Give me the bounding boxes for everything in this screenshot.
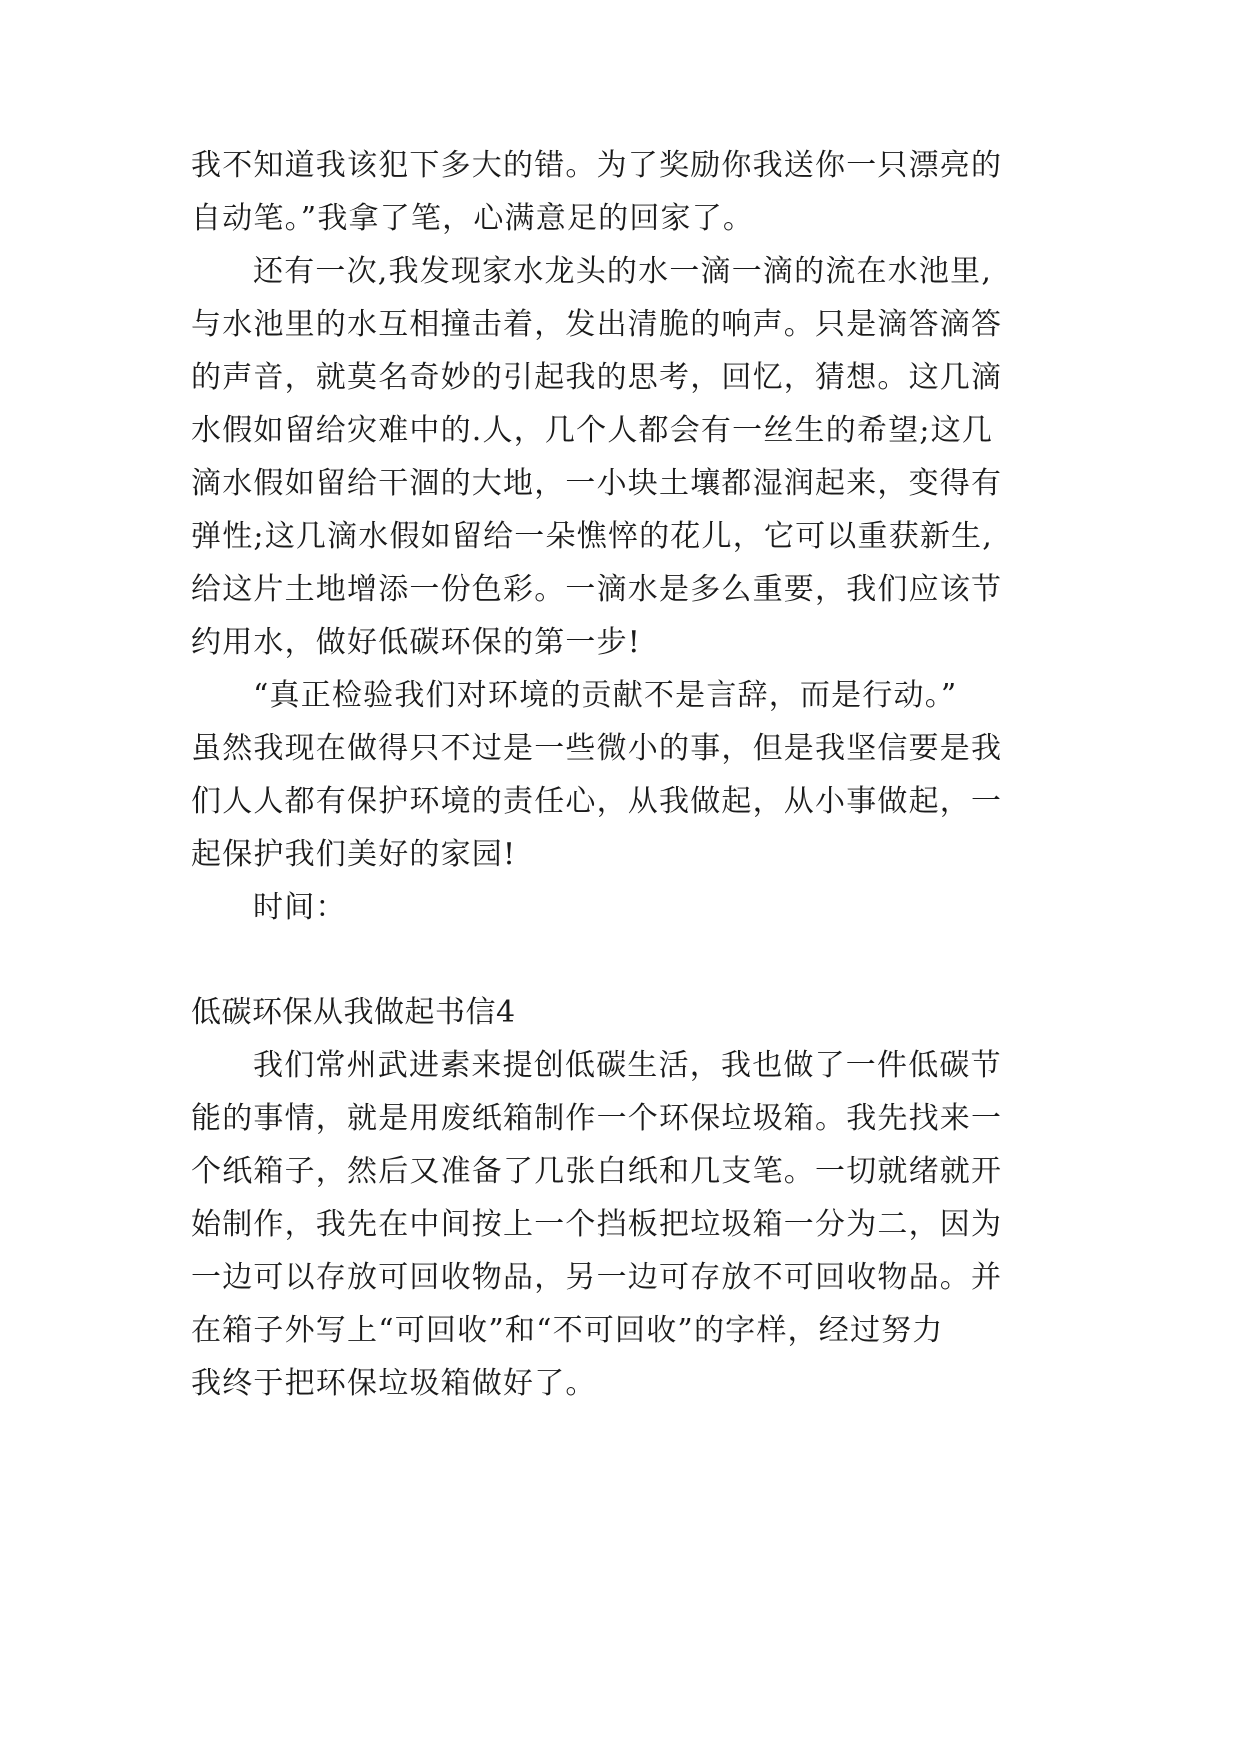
- text-line: 起保护我们美好的家园!: [191, 837, 517, 872]
- text-line: 在箱子外写上“可回收”和“不可回收”的字样，经过努力: [191, 1313, 944, 1348]
- text-line: 我不知道我该犯下多大的错。为了奖励你我送你一只漂亮的: [191, 148, 1003, 183]
- text-line: 约用水，做好低碳环保的第一步!: [191, 625, 642, 660]
- text-line: 们人人都有保护环境的责任心，从我做起，从小事做起，一: [191, 784, 1003, 819]
- text-line: 滴水假如留给干涸的大地，一小块土壤都湿润起来，变得有: [191, 466, 1003, 501]
- time-label: 时间：: [253, 890, 347, 925]
- text-line: 我终于把环保垃圾箱做好了。: [191, 1366, 597, 1401]
- text-line: 弹性;这几滴水假如留给一朵憔悴的花儿，它可以重获新生,: [191, 519, 994, 554]
- text-line: 能的事情，就是用废纸箱制作一个环保垃圾箱。我先找来一: [191, 1101, 1003, 1136]
- text-line: 始制作，我先在中间按上一个挡板把垃圾箱一分为二，因为: [191, 1207, 1003, 1242]
- text-line: 水假如留给灾难中的.人，几个人都会有一丝生的希望;这几: [191, 413, 994, 448]
- text-line: 给这片土地增添一份色彩。一滴水是多么重要，我们应该节: [191, 572, 1003, 607]
- section-heading: 低碳环保从我做起书信4: [191, 995, 516, 1030]
- text-line: 自动笔。”我拿了笔，心满意足的回家了。: [191, 201, 755, 236]
- text-line: 与水池里的水互相撞击着，发出清脆的响声。只是滴答滴答: [191, 307, 1003, 342]
- text-line: 一边可以存放可回收物品，另一边可存放不可回收物品。并: [191, 1260, 1003, 1295]
- paragraph-first-line: 我们常州武进素来提创低碳生活，我也做了一件低碳节: [253, 1048, 1002, 1083]
- text-line: 虽然我现在做得只不过是一些微小的事，但是我坚信要是我: [191, 731, 1003, 766]
- text-line: 个纸箱子，然后又准备了几张白纸和几支笔。一切就绪就开: [191, 1154, 1003, 1189]
- text-line: 的声音，就莫名奇妙的引起我的思考，回忆，猜想。这几滴: [191, 360, 1003, 395]
- paragraph-first-line: 还有一次,我发现家水龙头的水一滴一滴的流在水池里,: [253, 254, 993, 289]
- quote-line: “真正检验我们对环境的贡献不是言辞，而是行动。”: [253, 678, 958, 713]
